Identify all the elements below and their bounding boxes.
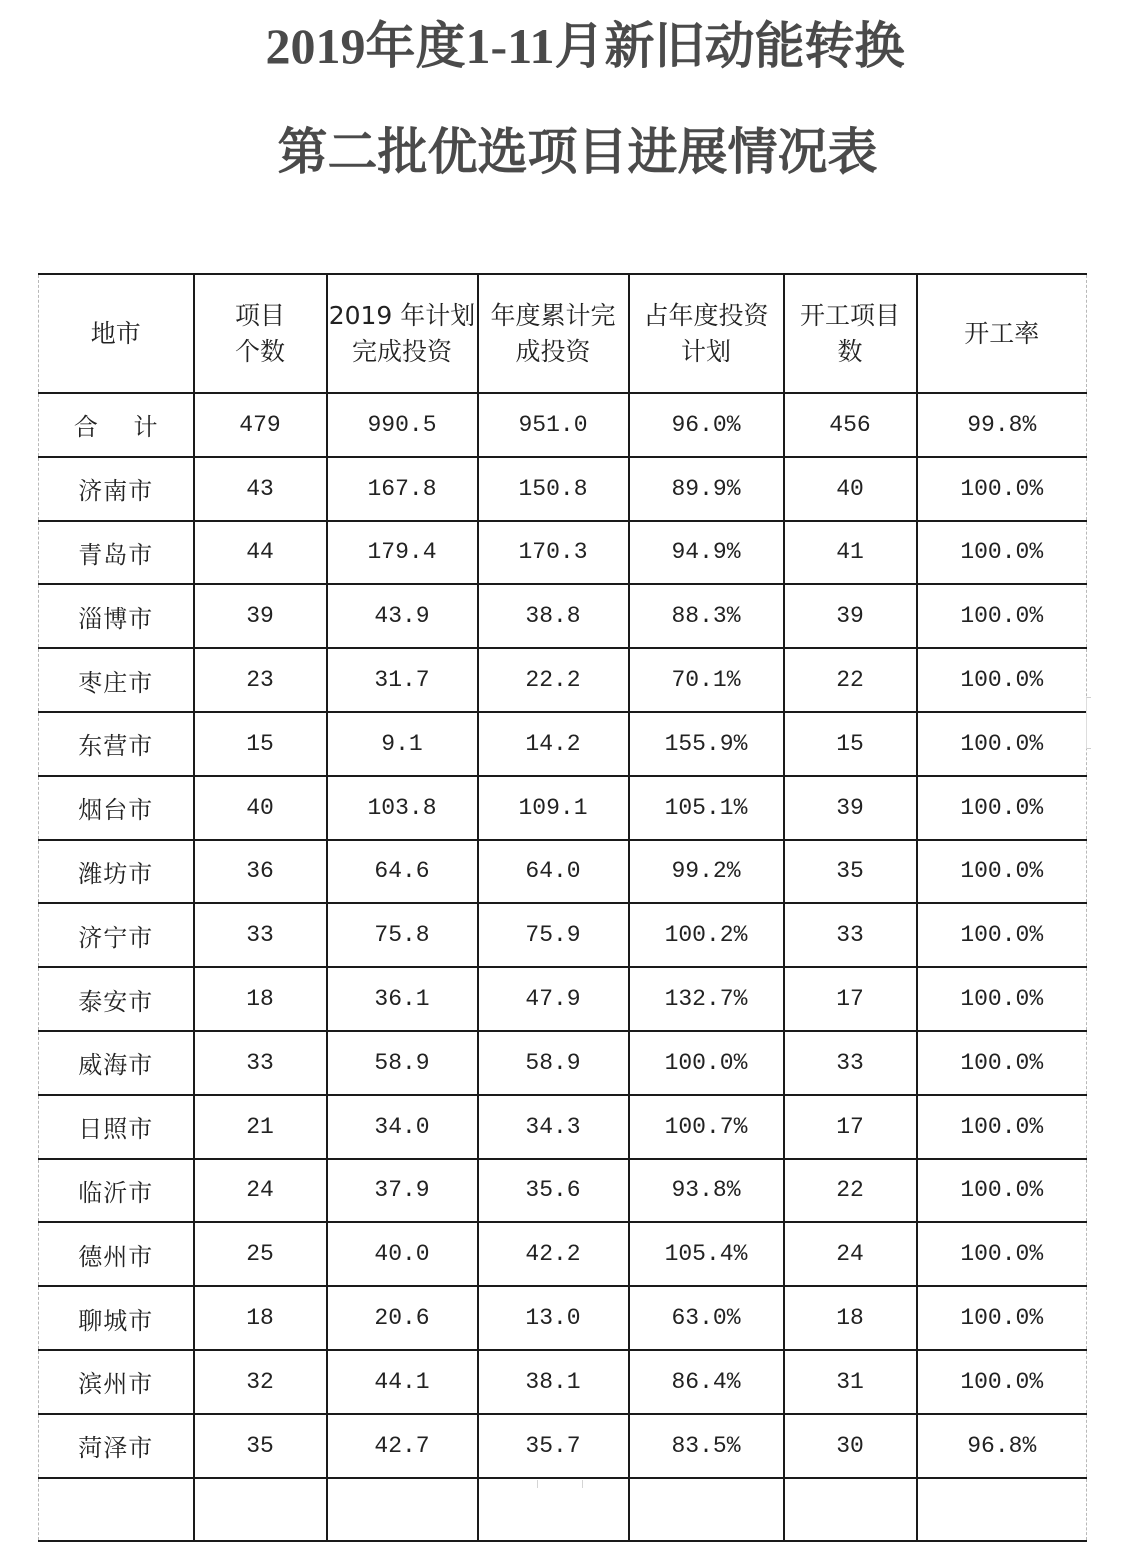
cell-started: 33	[784, 903, 917, 967]
cell-projects: 18	[194, 1286, 327, 1350]
cell-start-rate	[917, 1478, 1087, 1542]
table-row	[39, 1031, 1087, 1095]
cell-projects: 15	[194, 712, 327, 776]
cell-ytd-done: 38.8	[478, 584, 629, 648]
cell-start-rate: 100.0%	[917, 1286, 1087, 1350]
cell-pct-of-plan: 93.8%	[629, 1159, 784, 1223]
cell-pct-of-plan	[629, 1478, 784, 1542]
cell-pct-of-plan: 100.2%	[629, 903, 784, 967]
table-row	[39, 457, 1087, 521]
cell-started: 17	[784, 1095, 917, 1159]
cell-projects: 39	[194, 584, 327, 648]
cell-plan-2019: 179.4	[327, 521, 478, 585]
cell-started: 40	[784, 457, 917, 521]
table-row	[39, 1350, 1087, 1414]
cell-ytd-done: 35.6	[478, 1159, 629, 1223]
cell-city: 青岛市	[39, 521, 194, 585]
cell-started: 31	[784, 1350, 917, 1414]
table-row	[39, 967, 1087, 1031]
cell-started: 456	[784, 393, 917, 457]
cell-plan-2019: 37.9	[327, 1159, 478, 1223]
cell-start-rate: 100.0%	[917, 648, 1087, 712]
cell-start-rate: 99.8%	[917, 393, 1087, 457]
cell-city: 德州市	[39, 1222, 194, 1286]
header-pct-of-plan-line-1: 占年度投资	[643, 300, 769, 330]
cell-plan-2019: 43.9	[327, 584, 478, 648]
cell-pct-of-plan: 88.3%	[629, 584, 784, 648]
header-pct-of-plan-line-2: 计划	[680, 336, 731, 366]
cell-pct-of-plan: 99.2%	[629, 840, 784, 904]
cell-projects: 40	[194, 776, 327, 840]
cell-ytd-done: 35.7	[478, 1414, 629, 1478]
cell-city: 济宁市	[39, 903, 194, 967]
cell-started: 41	[784, 521, 917, 585]
table-row	[39, 521, 1087, 585]
cell-ytd-done: 64.0	[478, 840, 629, 904]
cell-city: 泰安市	[39, 967, 194, 1031]
cell-plan-2019: 64.6	[327, 840, 478, 904]
table-row	[39, 840, 1087, 904]
cell-started: 39	[784, 584, 917, 648]
cell-start-rate: 100.0%	[917, 1222, 1087, 1286]
header-plan-investment-line-2: 完成投资	[351, 336, 452, 366]
table-row	[39, 1159, 1087, 1223]
cell-projects: 32	[194, 1350, 327, 1414]
cell-projects: 479	[194, 393, 327, 457]
table-row	[39, 1286, 1087, 1350]
cell-pct-of-plan: 89.9%	[629, 457, 784, 521]
table-row	[39, 1095, 1087, 1159]
cell-plan-2019: 40.0	[327, 1222, 478, 1286]
cell-start-rate: 100.0%	[917, 1031, 1087, 1095]
table-row	[39, 584, 1087, 648]
cell-city: 日照市	[39, 1095, 194, 1159]
cell-ytd-done: 170.3	[478, 521, 629, 585]
header-city	[39, 274, 194, 393]
cell-pct-of-plan: 155.9%	[629, 712, 784, 776]
cell-city: 东营市	[39, 712, 194, 776]
cell-pct-of-plan: 70.1%	[629, 648, 784, 712]
cell-projects: 35	[194, 1414, 327, 1478]
cell-plan-2019: 9.1	[327, 712, 478, 776]
cell-start-rate: 100.0%	[917, 584, 1087, 648]
page-break-marker	[1086, 697, 1091, 749]
cell-city: 潍坊市	[39, 840, 194, 904]
cell-projects: 33	[194, 903, 327, 967]
cell-city: 烟台市	[39, 776, 194, 840]
cell-plan-2019: 103.8	[327, 776, 478, 840]
cell-city: 菏泽市	[39, 1414, 194, 1478]
cell-ytd-done: 13.0	[478, 1286, 629, 1350]
cell-plan-2019: 36.1	[327, 967, 478, 1031]
cell-start-rate: 100.0%	[917, 776, 1087, 840]
cell-pct-of-plan: 86.4%	[629, 1350, 784, 1414]
cell-plan-2019: 31.7	[327, 648, 478, 712]
progress-table-container	[38, 273, 1086, 1542]
cell-city: 合 计	[39, 393, 194, 457]
cell-pct-of-plan: 105.1%	[629, 776, 784, 840]
cell-ytd-done: 22.2	[478, 648, 629, 712]
cell-started: 39	[784, 776, 917, 840]
cell-city: 临沂市	[39, 1159, 194, 1223]
header-plan-investment-line-1: 2019 年计划	[328, 300, 476, 330]
header-pct-of-plan	[629, 274, 784, 393]
header-start-rate-label: 开工率	[964, 318, 1040, 348]
cell-start-rate: 100.0%	[917, 712, 1087, 776]
cell-plan-2019: 990.5	[327, 393, 478, 457]
header-ytd-investment-line-2: 成投资	[515, 336, 591, 366]
cell-pct-of-plan: 96.0%	[629, 393, 784, 457]
cell-projects: 23	[194, 648, 327, 712]
cell-started: 30	[784, 1414, 917, 1478]
header-ytd-investment	[478, 274, 629, 393]
cell-pct-of-plan: 100.0%	[629, 1031, 784, 1095]
document-title-line-2: 第二批优选项目进展情况表	[277, 123, 878, 181]
cell-projects: 18	[194, 967, 327, 1031]
cell-start-rate: 100.0%	[917, 1350, 1087, 1414]
cell-start-rate: 100.0%	[917, 1159, 1087, 1223]
cell-start-rate: 100.0%	[917, 903, 1087, 967]
header-city-label: 地市	[90, 318, 141, 348]
cell-start-rate: 100.0%	[917, 521, 1087, 585]
cell-city: 滨州市	[39, 1350, 194, 1414]
cell-started: 35	[784, 840, 917, 904]
cell-city: 淄博市	[39, 584, 194, 648]
cell-started: 15	[784, 712, 917, 776]
cell-pct-of-plan: 83.5%	[629, 1414, 784, 1478]
header-started-projects-line-2: 数	[837, 336, 863, 366]
table-row-total	[39, 393, 1087, 457]
cell-city: 枣庄市	[39, 648, 194, 712]
table-row	[39, 712, 1087, 776]
cell-plan-2019: 58.9	[327, 1031, 478, 1095]
cell-start-rate: 100.0%	[917, 840, 1087, 904]
cell-started: 24	[784, 1222, 917, 1286]
cell-ytd-done: 109.1	[478, 776, 629, 840]
table-row	[39, 1414, 1087, 1478]
cell-city: 济南市	[39, 457, 194, 521]
cell-city	[39, 1478, 194, 1542]
cell-ytd-done: 150.8	[478, 457, 629, 521]
cell-ytd-done: 47.9	[478, 967, 629, 1031]
cell-projects: 21	[194, 1095, 327, 1159]
cell-ytd-done: 34.3	[478, 1095, 629, 1159]
cell-projects: 25	[194, 1222, 327, 1286]
table-header-row	[39, 274, 1087, 393]
table-row	[39, 776, 1087, 840]
header-project-count	[194, 274, 327, 393]
cell-ytd-done: 38.1	[478, 1350, 629, 1414]
cell-ytd-done: 951.0	[478, 393, 629, 457]
cell-projects: 36	[194, 840, 327, 904]
cell-start-rate: 100.0%	[917, 1095, 1087, 1159]
header-plan-investment	[327, 274, 478, 393]
progress-table	[38, 273, 1087, 1542]
cell-start-rate: 100.0%	[917, 967, 1087, 1031]
cell-ytd-done: 14.2	[478, 712, 629, 776]
cell-projects: 43	[194, 457, 327, 521]
cell-started: 17	[784, 967, 917, 1031]
cell-start-rate: 100.0%	[917, 457, 1087, 521]
cell-plan-2019: 44.1	[327, 1350, 478, 1414]
cell-started: 22	[784, 648, 917, 712]
cell-pct-of-plan: 132.7%	[629, 967, 784, 1031]
cell-projects	[194, 1478, 327, 1542]
cell-plan-2019: 75.8	[327, 903, 478, 967]
cell-pct-of-plan: 94.9%	[629, 521, 784, 585]
table-row	[39, 648, 1087, 712]
cell-ytd-done: 58.9	[478, 1031, 629, 1095]
cell-pct-of-plan: 105.4%	[629, 1222, 784, 1286]
cell-start-rate: 96.8%	[917, 1414, 1087, 1478]
header-project-count-line-2: 个数	[234, 336, 285, 366]
cell-pct-of-plan: 100.7%	[629, 1095, 784, 1159]
cell-plan-2019: 20.6	[327, 1286, 478, 1350]
cell-projects: 44	[194, 521, 327, 585]
cell-plan-2019: 42.7	[327, 1414, 478, 1478]
cell-plan-2019: 34.0	[327, 1095, 478, 1159]
cell-projects: 33	[194, 1031, 327, 1095]
header-started-projects	[784, 274, 917, 393]
cell-plan-2019: 167.8	[327, 457, 478, 521]
cell-started: 33	[784, 1031, 917, 1095]
cell-projects: 24	[194, 1159, 327, 1223]
document-title-line-1: 2019年度1-11月新旧动能转换	[265, 18, 905, 74]
page-break-marker-bottom	[537, 1480, 583, 1488]
cell-started	[784, 1478, 917, 1542]
header-project-count-line-1: 项目	[234, 300, 285, 330]
cell-started: 18	[784, 1286, 917, 1350]
cell-pct-of-plan: 63.0%	[629, 1286, 784, 1350]
header-ytd-investment-line-1: 年度累计完	[490, 300, 616, 330]
cell-ytd-done: 42.2	[478, 1222, 629, 1286]
cell-ytd-done: 75.9	[478, 903, 629, 967]
cell-city: 聊城市	[39, 1286, 194, 1350]
table-row	[39, 903, 1087, 967]
cell-started: 22	[784, 1159, 917, 1223]
table-row	[39, 1222, 1087, 1286]
cell-city: 威海市	[39, 1031, 194, 1095]
header-started-projects-line-1: 开工项目	[799, 300, 900, 330]
header-start-rate	[917, 274, 1087, 393]
cell-plan-2019	[327, 1478, 478, 1542]
